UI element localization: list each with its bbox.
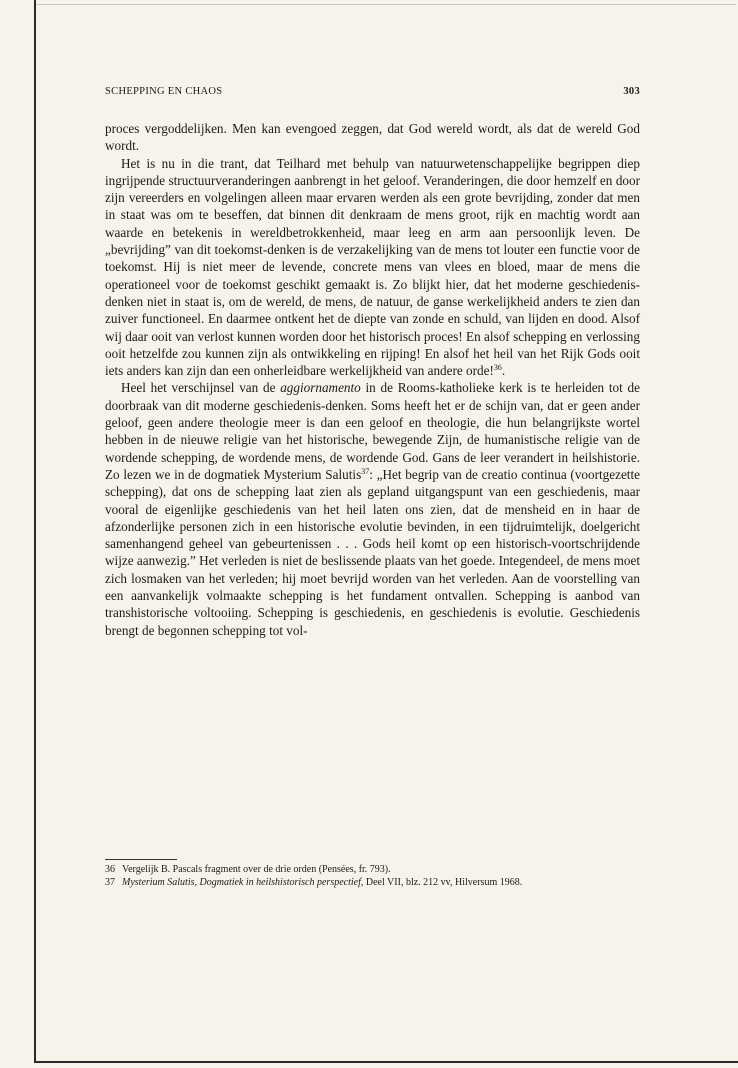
footnote-36	[105, 863, 640, 876]
running-header	[105, 86, 640, 100]
paragraph-3-text-c: : „Het begrip van de creatio continua (voortgezette schepping), dat ons de schepping laat zien als gepland uitgangspunt van een geschiedenis, maar vooral de eigenlijke geschiedenis van het heil laten ons zien, dat de mensheid en in haar de afzonderlijke personen zich in een historische evolutie bevinden, in een tijdruimtelijk, doelgericht samenhangend geheel van gebeurtenissen . . . Gods heil komt op een historisch-voortschrijdende wijze aanwezig.” Het verleden is niet de beslissende plaats van het goede. Integendeel, de mens moet zich losmaken van het verleden; hij moet bevrijd worden van het verleden. Aan de voorstelling van een aanvankelijk volmaakte schepping is het fundament ontvallen. Schepping is aanbod van transhistorische voltooiing. Schepping is geschiedenis, en geschiedenis is evolutie. Geschiedenis brengt de begonnen schepping tot vol-	[105, 466, 640, 638]
running-title: SCHEPPING EN CHAOS	[105, 86, 223, 97]
paragraph-3-text-a: Heel het verschijnsel van de	[121, 380, 281, 396]
paragraph-2	[105, 155, 640, 380]
paragraph-2-end: .	[501, 363, 506, 379]
page-number: 303	[623, 86, 640, 97]
scan-edge-top	[36, 4, 736, 5]
scan-edge-bottom	[34, 1061, 738, 1063]
footnote-title: Mysterium Salutis, Dogmatiek in heilshistorisch perspectief,	[122, 877, 364, 888]
footnote-ref-37: 37	[361, 466, 370, 476]
footnote-number: 36	[105, 864, 115, 875]
footnote-text: Deel VII, blz. 212 vv, Hilversum 1968.	[363, 877, 523, 888]
aggiornamento-term: aggiornamento	[280, 380, 361, 396]
paragraph-1: proces vergoddelijken. Men kan evengoed zeggen, dat God wereld wordt, als dat de wereld God wordt.	[105, 121, 640, 154]
paragraph-3-text-b: in de Rooms-katholieke kerk is te herleiden tot de doorbraak van dit moderne geschiedenis-denken. Soms heeft het er de schijn van, dat er geen ander geloof, geen andere theologie meer is dan een geloof en theologie, die hun belangrijkste wortel hebben in de nieuwe religie van het historische, bewegende Zijn, de humanistische religie van de wordende schepping, de wordende mens, de wordende God. Gans de leer verandert in heilshistorie. Zo lezen we in de dogmatiek Mysterium Salutis	[105, 380, 641, 482]
scan-edge-left	[34, 0, 36, 1062]
paragraph-3	[105, 379, 640, 638]
footnote-text: Vergelijk B. Pascals fragment over de drie orden (Pensées, fr. 793).	[122, 864, 391, 875]
footnote-37	[105, 876, 640, 889]
paragraph-2-text: Het is nu in die trant, dat Teilhard met behulp van natuurwetenschappelijke begrippen diep ingrijpende structuurveranderingen aanbrengt in het geloof. Veranderingen, die door hemzelf en door zijn vereerders en volgelingen alleen maar ervaren werden als een grote bevrijding, zonder dat men in staat was om te beseffen, dat binnen dit denkraam de mens groot, rijk en machtig wordt aan waarde en betekenis in wereldbetrokkenheid, maar leeg en arm aan persoonlijk leven. De „bevrijding” van dit toekomst-denken is de verzakelijking van de mens tot louter een functie voor de toekomst. Hij is niet meer de levende, concrete mens van vlees en bloed, maar de mens die operationeel voor de toekomst geschikt gemaakt is. Zo blijkt hier, dat het moderne geschiedenis-denken niet in staat is, om de wereld, de mens, de natuur, de ganse werkelijkheid anders te zien dan zuiver functioneel. En daarmee ontkent het de diepte van zonde en schuld, van lijden en dood. Alsof wij daar ooit van verlost kunnen worden door het historisch proces! En alsof schepping en verlossing ooit hetzelfde zou kunnen zijn als ontwikkeling en rijping! En alsof het heil van het Rijk Gods ooit iets anders kan zijn dan een onherleidbare werkelijkheid van andere orde!	[105, 155, 640, 379]
footnote-number: 37	[105, 877, 115, 888]
footnotes	[105, 863, 640, 889]
footnote-ref-36: 36	[493, 363, 502, 373]
body-text	[105, 120, 640, 639]
footnote-rule	[105, 859, 177, 860]
